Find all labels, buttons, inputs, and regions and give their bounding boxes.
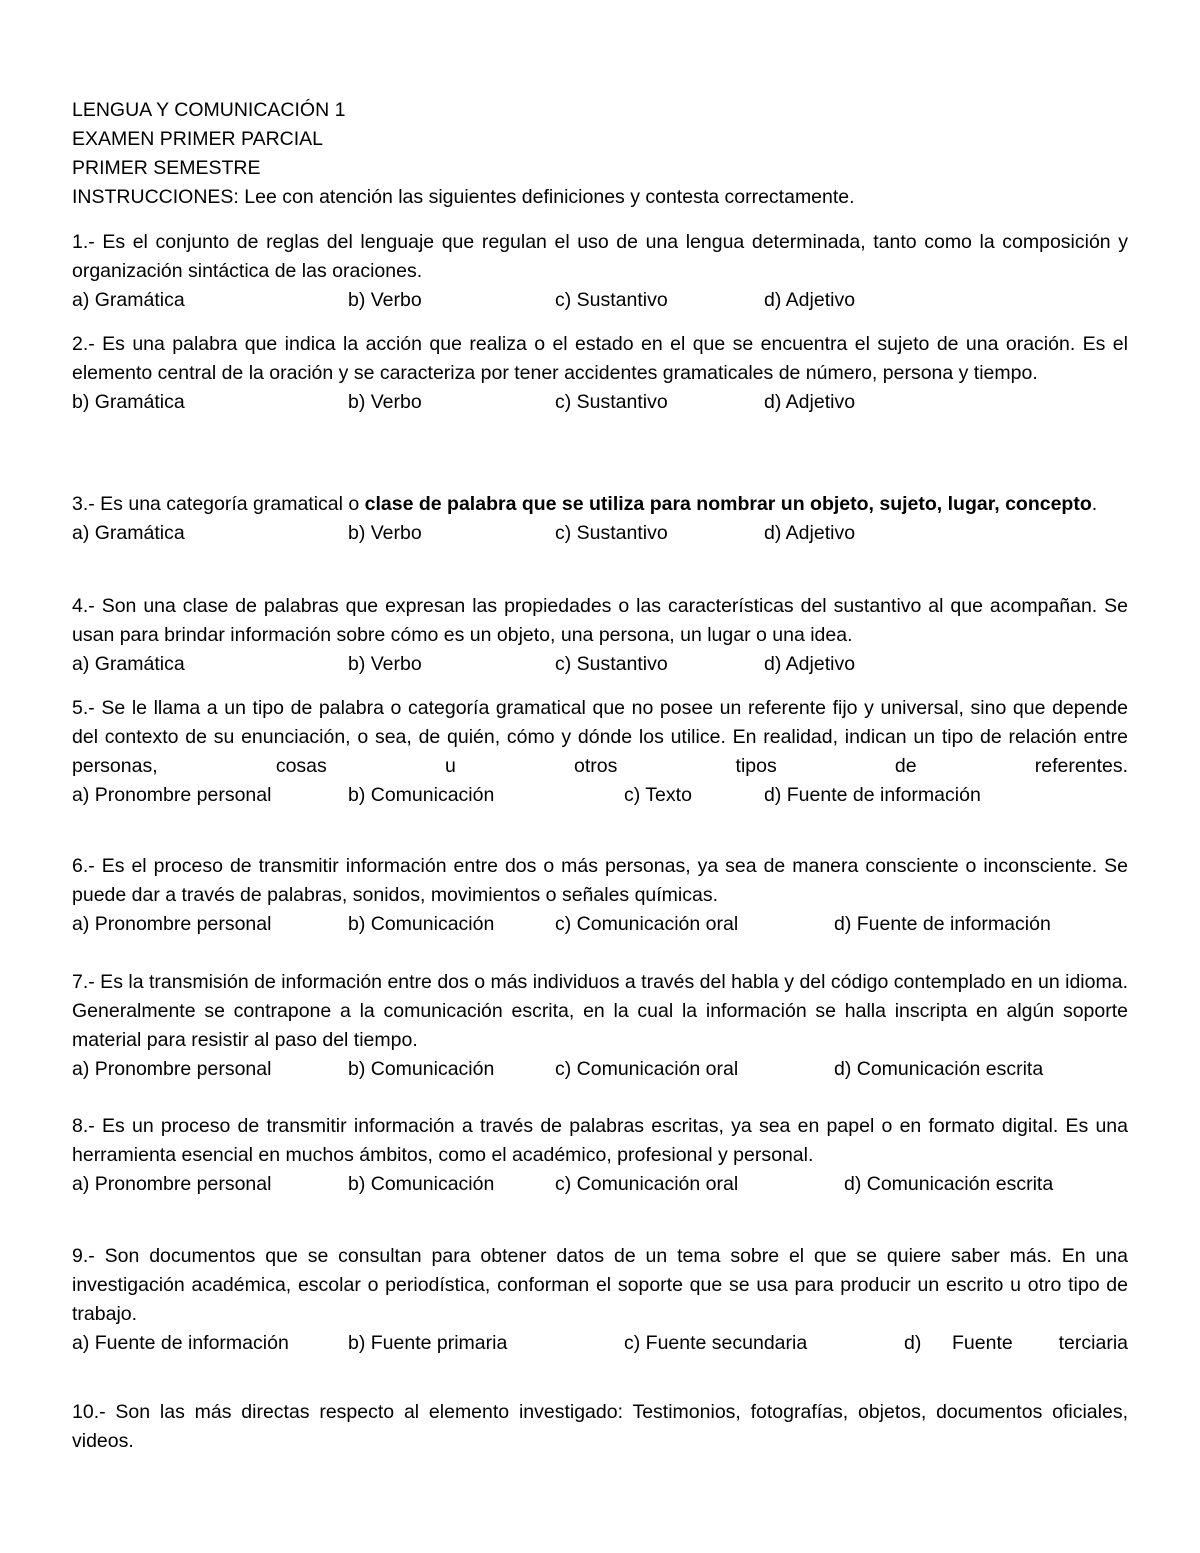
option-d: d) Adjetivo xyxy=(764,522,856,544)
option-d-word-1: Fuente xyxy=(952,1332,1013,1354)
option-c: c) Texto xyxy=(624,784,692,806)
instructions-label: INSTRUCCIONES: xyxy=(72,186,239,208)
option-a: a) Gramática xyxy=(72,289,185,311)
option-b: b) Fuente primaria xyxy=(348,1332,508,1354)
option-c: c) Comunicación oral xyxy=(555,1173,739,1195)
course-title: LENGUA Y COMUNICACIÓN 1 xyxy=(72,99,346,121)
option-b: b) Verbo xyxy=(348,522,422,544)
option-b: b) Comunicación xyxy=(348,784,495,806)
question-3-stem-bold: clase de palabra que se utiliza para nombrar un objeto, sujeto, lugar, concepto xyxy=(364,493,1092,515)
question-3-stem-plain: 3.- Es una categoría gramatical o xyxy=(72,493,365,515)
option-d: d) Adjetivo xyxy=(764,653,856,675)
option-c: c) Comunicación oral xyxy=(555,913,739,935)
question-1 xyxy=(72,228,1128,315)
question-2-options xyxy=(72,388,1128,417)
option-b: b) Verbo xyxy=(348,289,422,311)
instructions xyxy=(72,183,1128,212)
option-c: c) Sustantivo xyxy=(555,522,668,544)
instructions-text: Lee con atención las siguientes definiciones y contesta correctamente. xyxy=(238,186,855,208)
option-d: d) Adjetivo xyxy=(764,391,856,413)
exam-header xyxy=(72,96,1128,212)
option-a: b) Gramática xyxy=(72,391,185,413)
option-a: a) Gramática xyxy=(72,653,185,675)
question-2-stem: 2.- Es una palabra que indica la acción que realiza o el estado en el que se encuentra el sujeto de una oración. Es el elemento central de la oración y se caracteriza por tener accidentes gramaticales de número, persona y tiempo. xyxy=(72,333,1128,384)
question-3-stem xyxy=(72,490,1128,519)
question-9 xyxy=(72,1242,1128,1358)
option-c: c) Sustantivo xyxy=(555,653,668,675)
question-8-options xyxy=(72,1170,1128,1199)
question-7-options xyxy=(72,1055,1128,1084)
option-a: a) Fuente de información xyxy=(72,1332,289,1354)
question-3-stem-end: . xyxy=(1091,493,1098,515)
question-4 xyxy=(72,592,1128,679)
exam-title: EXAMEN PRIMER PARCIAL xyxy=(72,128,324,150)
option-b: b) Verbo xyxy=(348,653,422,675)
semester-label: PRIMER SEMESTRE xyxy=(72,157,261,179)
question-1-options xyxy=(72,286,1128,315)
option-c: c) Sustantivo xyxy=(555,391,668,413)
question-6-options xyxy=(72,910,1128,939)
option-b: b) Comunicación xyxy=(348,1058,495,1080)
option-a: a) Gramática xyxy=(72,522,185,544)
question-7 xyxy=(72,968,1128,1084)
question-1-stem: 1.- Es el conjunto de reglas del lenguaje que regulan el uso de una lengua determinada, tanto como la composición y organización sintáctica de las oraciones. xyxy=(72,231,1128,282)
question-3 xyxy=(72,490,1128,548)
option-a: a) Pronombre personal xyxy=(72,1173,272,1195)
option-c: c) Sustantivo xyxy=(555,289,668,311)
question-10-stem: 10.- Son las más directas respecto al elemento investigado: Testimonios, fotografías, objetos, documentos oficiales, videos. xyxy=(72,1401,1128,1452)
option-b: b) Verbo xyxy=(348,391,422,413)
question-3-options xyxy=(72,519,1128,548)
option-a: a) Pronombre personal xyxy=(72,913,272,935)
question-5 xyxy=(72,694,1128,810)
option-c: c) Fuente secundaria xyxy=(624,1332,808,1354)
question-2 xyxy=(72,330,1128,417)
option-c: c) Comunicación oral xyxy=(555,1058,739,1080)
option-d: d) xyxy=(904,1332,922,1354)
question-10 xyxy=(72,1398,1128,1456)
question-4-stem: 4.- Son una clase de palabras que expresan las propiedades o las características del sustantivo al que acompañan. Se usan para brindar información sobre cómo es un objeto, una persona, un lugar o una idea. xyxy=(72,595,1128,646)
option-d: d) Fuente de información xyxy=(764,784,981,806)
question-8 xyxy=(72,1112,1128,1199)
option-d: d) Comunicación escrita xyxy=(844,1173,1054,1195)
question-5-stem: 5.- Se le llama a un tipo de palabra o categoría gramatical que no posee un referente fijo y universal, sino que depende del contexto de su enunciación, o sea, de quién, cómo y dónde los utilice. En realidad, indican un tipo de relación entre personas, cosas u otros tipos de referentes. xyxy=(72,697,1128,777)
option-d: d) Adjetivo xyxy=(764,289,856,311)
question-6-stem: 6.- Es el proceso de transmitir información entre dos o más personas, ya sea de manera consciente o inconsciente. Se puede dar a través de palabras, sonidos, movimientos o señales químicas. xyxy=(72,855,1128,906)
question-9-options xyxy=(72,1329,1128,1358)
option-a: a) Pronombre personal xyxy=(72,1058,272,1080)
option-d: d) Fuente de información xyxy=(834,913,1051,935)
question-7-stem: 7.- Es la transmisión de información entre dos o más individuos a través del habla y del código contemplado en un idioma. Generalmente se contrapone a la comunicación escrita, en la cual la información se halla inscripta en algún soporte material para resistir al paso del tiempo. xyxy=(72,971,1128,1051)
option-a: a) Pronombre personal xyxy=(72,784,272,806)
question-9-stem: 9.- Son documentos que se consultan para obtener datos de un tema sobre el que se quiere saber más. En una investigación académica, escolar o periodística, conforman el soporte que se usa para producir un escrito u otro tipo de trabajo. xyxy=(72,1245,1128,1325)
question-6 xyxy=(72,852,1128,939)
option-b: b) Comunicación xyxy=(348,1173,495,1195)
question-5-options xyxy=(72,781,1128,810)
option-b: b) Comunicación xyxy=(348,913,495,935)
question-4-options xyxy=(72,650,1128,679)
option-d: d) Comunicación escrita xyxy=(834,1058,1044,1080)
question-8-stem: 8.- Es un proceso de transmitir información a través de palabras escritas, ya sea en papel o en formato digital. Es una herramienta esencial en muchos ámbitos, como el académico, profesional y personal. xyxy=(72,1115,1128,1166)
option-d-word-2: terciaria xyxy=(1058,1332,1128,1354)
